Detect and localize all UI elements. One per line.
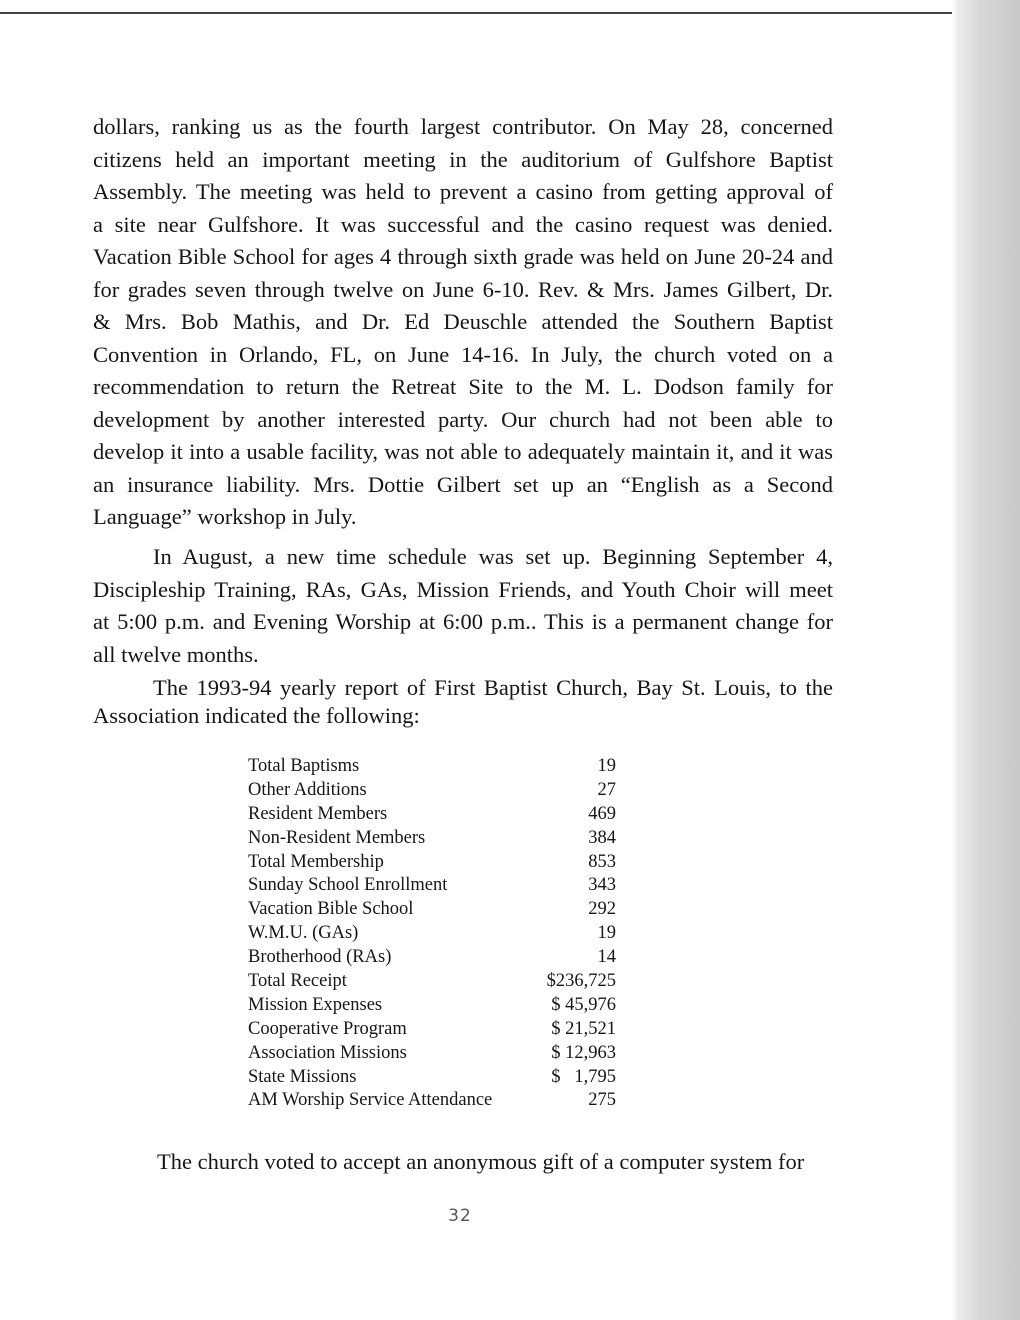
text-line: an insurance liability. Mrs. Dottie Gilbert set up an “English as a Second bbox=[93, 471, 833, 497]
row-label: Total Membership bbox=[248, 851, 384, 872]
text-line: at 5:00 p.m. and Evening Worship at 6:00 p.m.. This is a permanent change for bbox=[93, 609, 833, 634]
row-label: Total Baptisms bbox=[248, 756, 360, 776]
table-row bbox=[248, 946, 616, 970]
row-label: AM Worship Service Attendance bbox=[248, 1090, 493, 1111]
text-line: develop it into a usable facility, was not able to adequately maintain it, and it was bbox=[93, 439, 833, 464]
row-label: Other Additions bbox=[248, 779, 367, 800]
row-value: 275 bbox=[588, 1090, 616, 1111]
row-value: 343 bbox=[588, 875, 616, 896]
table-row bbox=[248, 1042, 616, 1066]
row-value: 27 bbox=[597, 779, 616, 800]
row-value: $236,725 bbox=[546, 971, 616, 992]
table-row bbox=[248, 803, 616, 827]
table-row bbox=[248, 1089, 616, 1113]
table-row bbox=[248, 970, 616, 994]
table-row bbox=[248, 1018, 616, 1042]
row-label: State Missions bbox=[248, 1066, 357, 1087]
row-label: Brotherhood (RAs) bbox=[248, 947, 392, 968]
row-value: $ 45,976 bbox=[551, 994, 616, 1015]
paragraph-computer-gift: The church voted to accept an anonymous gift of a computer system for bbox=[157, 1149, 805, 1174]
table-row bbox=[248, 874, 616, 898]
yearly-report-table bbox=[248, 755, 616, 1113]
row-label: W.M.U. (GAs) bbox=[248, 923, 359, 944]
table-row bbox=[248, 922, 616, 946]
text-line: development by another interested party. Our church had not been able to bbox=[93, 406, 833, 432]
row-label: Non-Resident Members bbox=[248, 827, 426, 848]
text-line: In August, a new time schedule was set up. Beginning September 4, bbox=[153, 544, 833, 569]
text-line: Assembly. The meeting was held to prevent a casino from getting approval of bbox=[93, 179, 833, 204]
text-line: Association indicated the following: bbox=[93, 703, 420, 728]
row-label: Association Missions bbox=[248, 1042, 407, 1063]
paragraph-schedule bbox=[93, 541, 833, 671]
text-line: Language” workshop in July. bbox=[93, 504, 357, 529]
row-label: Sunday School Enrollment bbox=[248, 875, 448, 896]
text-line: dollars, ranking us as the fourth largest contributor. On May 28, concerned bbox=[93, 114, 833, 139]
text-line: & Mrs. Bob Mathis, and Dr. Ed Deuschle attended the Southern Baptist bbox=[93, 309, 833, 334]
table-row bbox=[248, 898, 616, 922]
row-value: 469 bbox=[588, 803, 616, 824]
row-label: Resident Members bbox=[248, 803, 388, 824]
text-line: Vacation Bible School for ages 4 through sixth grade was held on June 20-24 and bbox=[93, 244, 833, 269]
row-value: $ 21,521 bbox=[551, 1018, 616, 1039]
table-row bbox=[248, 755, 616, 779]
text-line: Discipleship Training, RAs, GAs, Mission Friends, and Youth Choir will meet bbox=[93, 576, 833, 602]
paragraph-history bbox=[93, 111, 833, 534]
text-line: citizens held an important meeting in the auditorium of Gulfshore Baptist bbox=[93, 146, 833, 172]
row-value: 384 bbox=[588, 827, 616, 848]
text-line: recommendation to return the Retreat Site to the M. L. Dodson family for bbox=[93, 374, 833, 399]
row-label: Cooperative Program bbox=[248, 1018, 407, 1039]
text-line: a site near Gulfshore. It was successful and the casino request was denied. bbox=[93, 211, 833, 237]
page-number: 32 bbox=[448, 1206, 472, 1226]
row-label: Vacation Bible School bbox=[248, 899, 414, 920]
row-value: $ 1,795 bbox=[551, 1066, 616, 1087]
table-row bbox=[248, 827, 616, 851]
table-row bbox=[248, 779, 616, 803]
table-row bbox=[248, 1066, 616, 1090]
table-row bbox=[248, 851, 616, 875]
text-line: The 1993-94 yearly report of First Baptist Church, Bay St. Louis, to the bbox=[153, 675, 833, 700]
row-value: 853 bbox=[588, 851, 616, 872]
paragraph-report-intro bbox=[93, 674, 833, 730]
row-value: $ 12,963 bbox=[551, 1042, 616, 1063]
table-row bbox=[248, 994, 616, 1018]
row-value: 19 bbox=[597, 756, 616, 776]
text-line: all twelve months. bbox=[93, 641, 259, 667]
row-label: Mission Expenses bbox=[248, 994, 383, 1015]
row-label: Total Receipt bbox=[248, 971, 347, 992]
row-value: 14 bbox=[597, 947, 616, 968]
row-value: 19 bbox=[597, 923, 616, 944]
text-line: Convention in Orlando, FL, on June 14-16. In July, the church voted on a bbox=[93, 341, 833, 367]
row-value: 292 bbox=[588, 899, 616, 920]
text-line: for grades seven through twelve on June 6-10. Rev. & Mrs. James Gilbert, Dr. bbox=[93, 276, 833, 302]
